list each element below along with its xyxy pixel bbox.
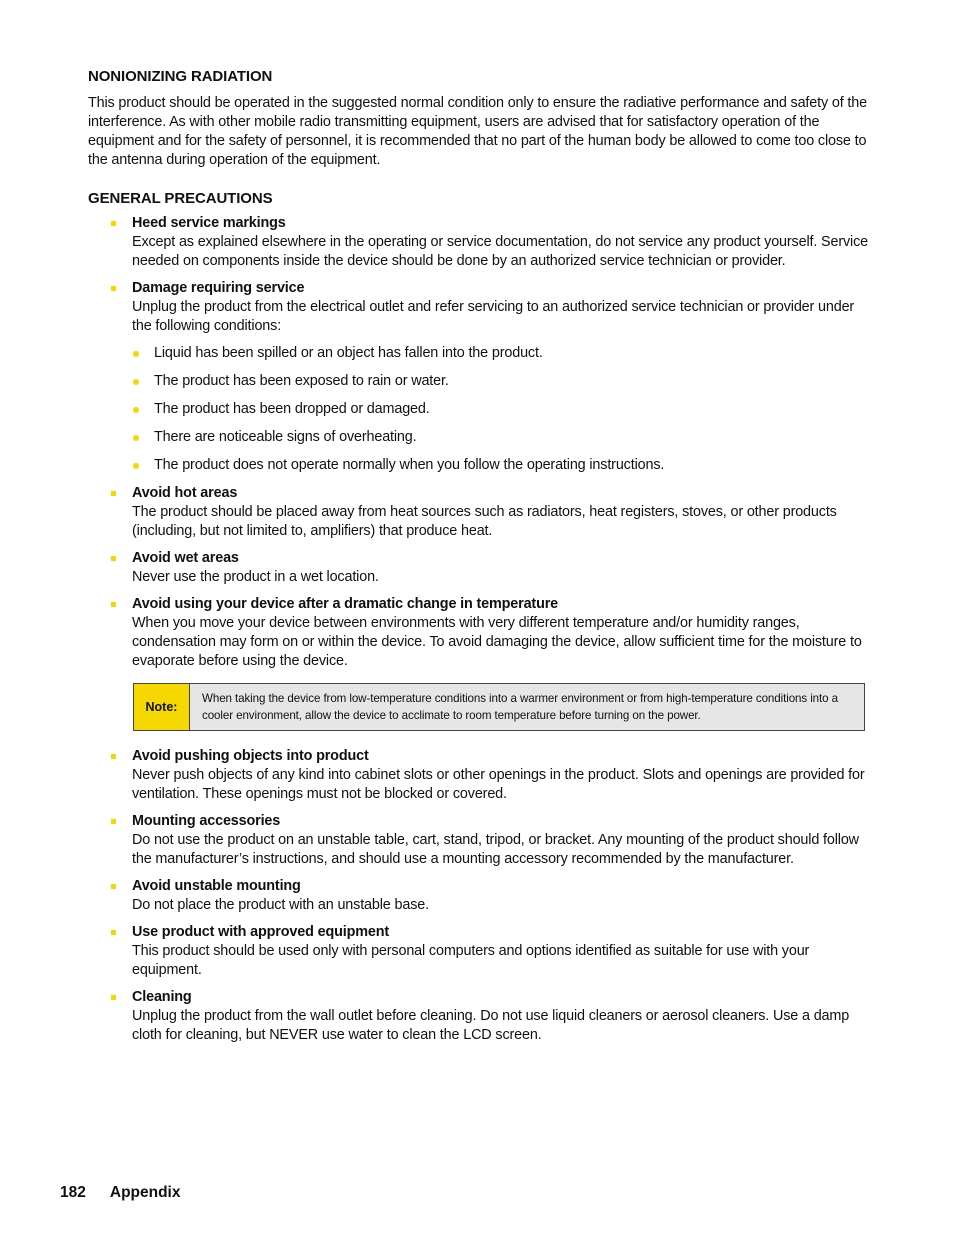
square-bullet-icon [111, 602, 116, 607]
round-bullet-icon [133, 379, 139, 385]
item-body: Except as explained elsewhere in the operating or service documentation, do not service any product yourself. Service needed on components inside the device should be done by an authorized service technician or provider. [132, 234, 868, 269]
list-item-unstable-mounting [88, 877, 868, 915]
item-title: Cleaning [132, 989, 192, 1005]
note-text: When taking the device from low-temperature conditions into a warmer environment or from high-temperature conditions into a cooler environment, allow the device to acclimate to room temperature before turning on the power. [202, 692, 838, 722]
item-body: Unplug the product from the electrical outlet and refer servicing to an authorized service technician or provider under the following conditions: [132, 299, 855, 334]
round-bullet-icon [133, 407, 139, 413]
condition-item [132, 344, 868, 363]
section-title-general: GENERAL PRECAUTIONS [88, 190, 273, 207]
section-title-nonionizing: NONIONIZING RADIATION [88, 68, 273, 85]
condition-text: The product does not operate normally when you follow the operating instructions. [154, 457, 665, 473]
list-item-wet-areas [88, 549, 868, 587]
condition-text: Liquid has been spilled or an object has fallen into the product. [154, 345, 543, 361]
round-bullet-icon [133, 351, 139, 357]
page-footer [60, 1182, 181, 1204]
square-bullet-icon [111, 754, 116, 759]
page-number: 182 [60, 1184, 86, 1201]
conditions-list [132, 344, 868, 475]
square-bullet-icon [111, 995, 116, 1000]
square-bullet-icon [111, 286, 116, 291]
item-title: Avoid unstable mounting [132, 878, 301, 894]
square-bullet-icon [111, 930, 116, 935]
item-title: Mounting accessories [132, 813, 281, 829]
list-item-temperature-change [88, 595, 868, 671]
round-bullet-icon [133, 463, 139, 469]
condition-item [132, 428, 868, 447]
item-body: This product should be used only with personal computers and options identified as suitable for use with your equipment. [132, 943, 810, 978]
round-bullet-icon [133, 435, 139, 441]
item-title: Avoid wet areas [132, 550, 239, 566]
square-bullet-icon [111, 221, 116, 226]
item-title: Heed service markings [132, 215, 286, 231]
condition-item [132, 456, 868, 475]
square-bullet-icon [111, 884, 116, 889]
list-item-approved-equipment [88, 923, 868, 980]
square-bullet-icon [111, 556, 116, 561]
item-body: Unplug the product from the wall outlet before cleaning. Do not use liquid cleaners or aerosol cleaners. Use a damp cloth for cleaning, but NEVER use water to clean the LCD screen. [132, 1008, 850, 1043]
list-item-mounting-accessories [88, 812, 868, 869]
precautions-list-continued [88, 747, 868, 1045]
condition-text: The product has been dropped or damaged. [154, 401, 430, 417]
list-item-hot-areas [88, 484, 868, 541]
item-title: Use product with approved equipment [132, 924, 389, 940]
square-bullet-icon [111, 491, 116, 496]
item-body: Do not use the product on an unstable table, cart, stand, tripod, or bracket. Any mounting of the product should follow the manufacturer’s instructions, and should use a mounting accessory recommended by the manufacturer. [132, 832, 859, 867]
item-title: Avoid using your device after a dramatic change in temperature [132, 596, 559, 612]
precautions-list [88, 214, 868, 671]
condition-item [132, 400, 868, 419]
note-label: Note: [134, 684, 190, 730]
list-item-cleaning [88, 988, 868, 1045]
item-title: Avoid pushing objects into product [132, 748, 369, 764]
item-body: Never push objects of any kind into cabinet slots or other openings in the product. Slots and openings are provided for ventilation. These openings must not be blocked or covered. [132, 767, 865, 802]
list-item-heed-service [88, 214, 868, 271]
section-body-nonionizing: This product should be operated in the suggested normal condition only to ensure the radiative performance and safety of the interference. As with other mobile radio transmitting equipment, users are advised that for satisfactory operation of the equipment and for the safety of personnel, it is recommended that no part of the human body be allowed to come too close to the antenna during operation of the equipment. [88, 95, 867, 168]
square-bullet-icon [111, 819, 116, 824]
item-body: Do not place the product with an unstable base. [132, 897, 429, 913]
item-body: When you move your device between environments with very different temperature and/or humidity ranges, condensation may form on or within the device. To avoid damaging the device, allow sufficient time for the moisture to evaporate before using the device. [132, 615, 862, 669]
condition-item [132, 372, 868, 391]
note-box [133, 683, 865, 731]
item-title: Damage requiring service [132, 280, 305, 296]
page-content [88, 66, 868, 1053]
condition-text: There are noticeable signs of overheating. [154, 429, 417, 445]
list-item-damage-service [88, 279, 868, 475]
item-title: Avoid hot areas [132, 485, 238, 501]
list-item-pushing-objects [88, 747, 868, 804]
item-body: The product should be placed away from heat sources such as radiators, heat registers, stoves, or other products (including, but not limited to, amplifiers) that produce heat. [132, 504, 837, 539]
footer-section-title: Appendix [109, 1184, 181, 1201]
condition-text: The product has been exposed to rain or water. [154, 373, 449, 389]
item-body: Never use the product in a wet location. [132, 569, 379, 585]
